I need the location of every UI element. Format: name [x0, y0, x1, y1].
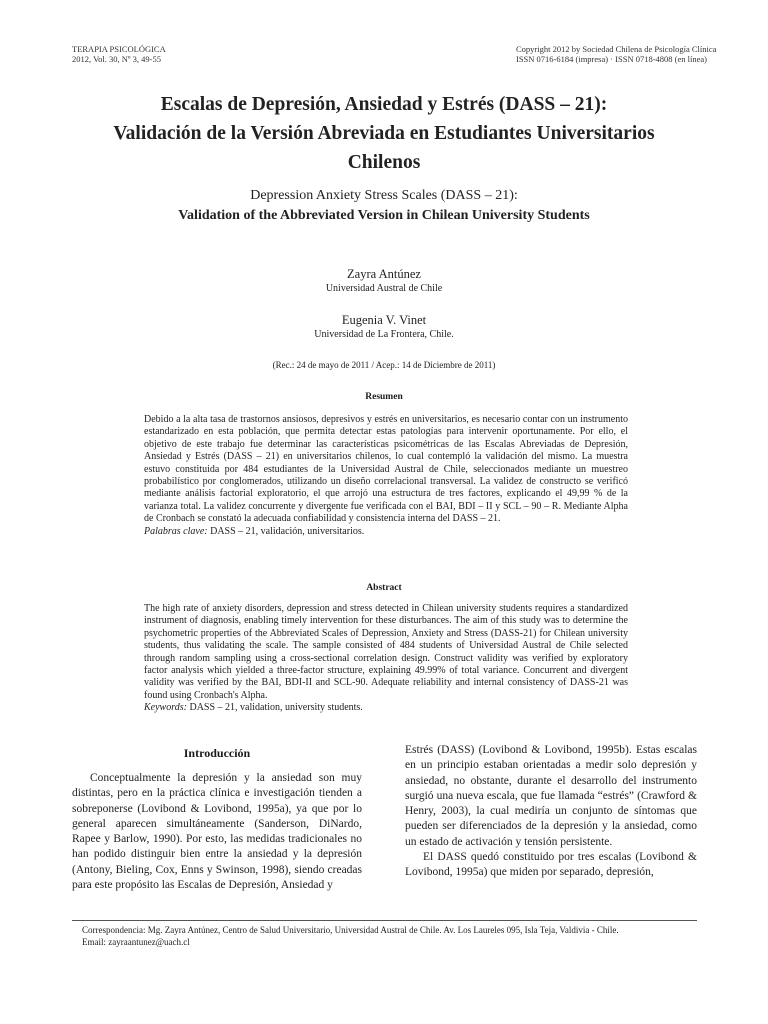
abstract-text: The high rate of anxiety disorders, depression and stress detected in Chilean university students requires a standardized instrument of diagnosis, enabling timely intervention for these disturbances. The aim of this study was to determine the psychometric properties of the Abbreviated Scales of Depression, Anxiety and Stress (DASS-21) for Chilean university students, thus validating the scale. The sample consisted of 484 students of Universidad Austral de Chile selected through random sampling using a cross-sectional correlation design. Construct validity was verified by exploratory factor analysis which yielded a three-factor structure, explaining 49.99% of total variance. Concurrent and divergent validity was verified by the BAI, BDI-II and SCL-90. Adequate reliability and internal consistency of DASS-21 was found using Cronbach's Alpha.: [144, 603, 628, 701]
resumen-keywords: [144, 526, 628, 538]
issn-text: ISSN 0716-6184 (impresa) · ISSN 0718-4808 (en línea): [516, 54, 707, 64]
title-es-line3: Chilenos: [347, 152, 421, 173]
abstract-heading: Abstract: [366, 583, 402, 593]
abstract-keywords: [144, 702, 628, 714]
resumen-heading: Resumen: [365, 392, 403, 402]
title-english: [80, 186, 688, 226]
author-block: [0, 312, 768, 342]
intro-column-right: [405, 743, 697, 881]
received-dates: (Rec.: 24 de mayo de 2011 / Acep.: 14 de Diciembre de 2011): [272, 360, 496, 370]
journal-header: [72, 44, 166, 64]
footnote: [82, 925, 702, 948]
correspondence-text: Correspondencia: Mg. Zayra Antúnez, Centro de Salud Universitario, Universidad Austral de Chile. Av. Los Laureles 095, Isla Teja, Valdivia - Chile.: [82, 925, 619, 935]
intro-column-left: [72, 771, 362, 893]
author-name: Eugenia V. Vinet: [341, 313, 427, 327]
intro-paragraph: Conceptualmente la depresión y la ansiedad son muy distintas, pero en la práctica clínica e investigación tienden a sobreponerse (Lovibond & Lovibond, 1995a), ya que por lo general aparecen simultáneamente (Sanderson, DiNardo, Rapee y Barlow, 1990). Por esto, las medidas tradicionales no han podido distinguir bien entre la ansiedad y la depresión (Antony, Bieling, Cox, Enns y Swinson, 1998), siendo creadas para este propósito las Escalas de Depresión, Ansiedad y: [72, 772, 362, 892]
resumen-text: Debido a la alta tasa de trastornos ansiosos, depresivos y estrés en universitarios, es necesario contar con un instrumento estandarizado en esta población, que permita detectar estas patologías para intervenir oportunamente. Por ello, el objetivo de este trabajo fue determinar las características psicométricas de las Escalas Abreviadas de Depresión, Ansiedad y Estrés (DASS – 21) en universitarios chilenos, lo cual contempló la validación del mismo. La muestra estuvo constituida por 484 estudiantes de la Universidad Austral de Chile, seleccionados mediante un muestreo probabilístico por conglomerados, utilizando un diseño correlacional transversal. La validez de constructo se verificó mediante análisis factorial exploratorio, el que arrojó una estructura de tres factores, explicando el 49,99 % de la varianza total. La validez concurrente y divergente fue verificada con el BAI, BDI – II y SCL – 90 – R. Mediante Alpha de Cronbach se constató la adecuada confiabilidad y consistencia interna del DASS – 21.: [144, 414, 628, 525]
copyright-text: Copyright 2012 by Sociedad Chilena de Psicología Clínica: [516, 44, 717, 54]
intro-paragraph: Estrés (DASS) (Lovibond & Lovibond, 1995b). Estas escalas en un principio estaban orientadas a medir solo depresión y ansiedad, no obstante, durante el desarrollo del instrumento surgió una nueva escala, que fue llamada “estrés” (Crawford & Henry, 2003), la cual mediría un conjunto de síntomas que pueden ser diferenciados de la depresión y la ansiedad, como un estado de activación y tensión persistente.: [405, 744, 697, 848]
keywords-text: DASS – 21, validación, universitarios.: [210, 525, 365, 537]
title-spanish: [80, 90, 688, 177]
resumen-body: [144, 414, 628, 538]
journal-issue: 2012, Vol. 30, Nº 3, 49-55: [72, 54, 161, 64]
abstract-body: [144, 603, 628, 715]
footnote-divider: [72, 920, 697, 921]
author-affiliation: Universidad Austral de Chile: [325, 283, 443, 294]
title-en-line2: Validation of the Abbreviated Version in Chilean University Students: [178, 208, 590, 223]
title-en-line1: Depression Anxiety Stress Scales (DASS – 21):: [250, 188, 518, 203]
keywords-label: Keywords:: [144, 702, 187, 714]
keywords-text: DASS – 21, validation, university students.: [189, 702, 363, 714]
copyright-header: [516, 44, 716, 64]
author-affiliation: Universidad de La Frontera, Chile.: [314, 329, 454, 340]
title-es-line1: Escalas de Depresión, Ansiedad y Estrés (DASS – 21):: [160, 94, 608, 115]
keywords-label: Palabras clave:: [144, 525, 208, 537]
author-name: Zayra Antúnez: [347, 267, 421, 281]
intro-paragraph: El DASS quedó constituido por tres escalas (Lovibond & Lovibond, 1995a) que miden por separado, depresión,: [405, 851, 697, 879]
author-block: [0, 266, 768, 296]
journal-name: TERAPIA PSICOLÓGICA: [72, 44, 166, 54]
email-text: Email: zayraantunez@uach.cl: [82, 936, 190, 947]
intro-heading: Introducción: [183, 746, 251, 760]
title-es-line2: Validación de la Versión Abreviada en Estudiantes Universitarios: [113, 123, 655, 144]
